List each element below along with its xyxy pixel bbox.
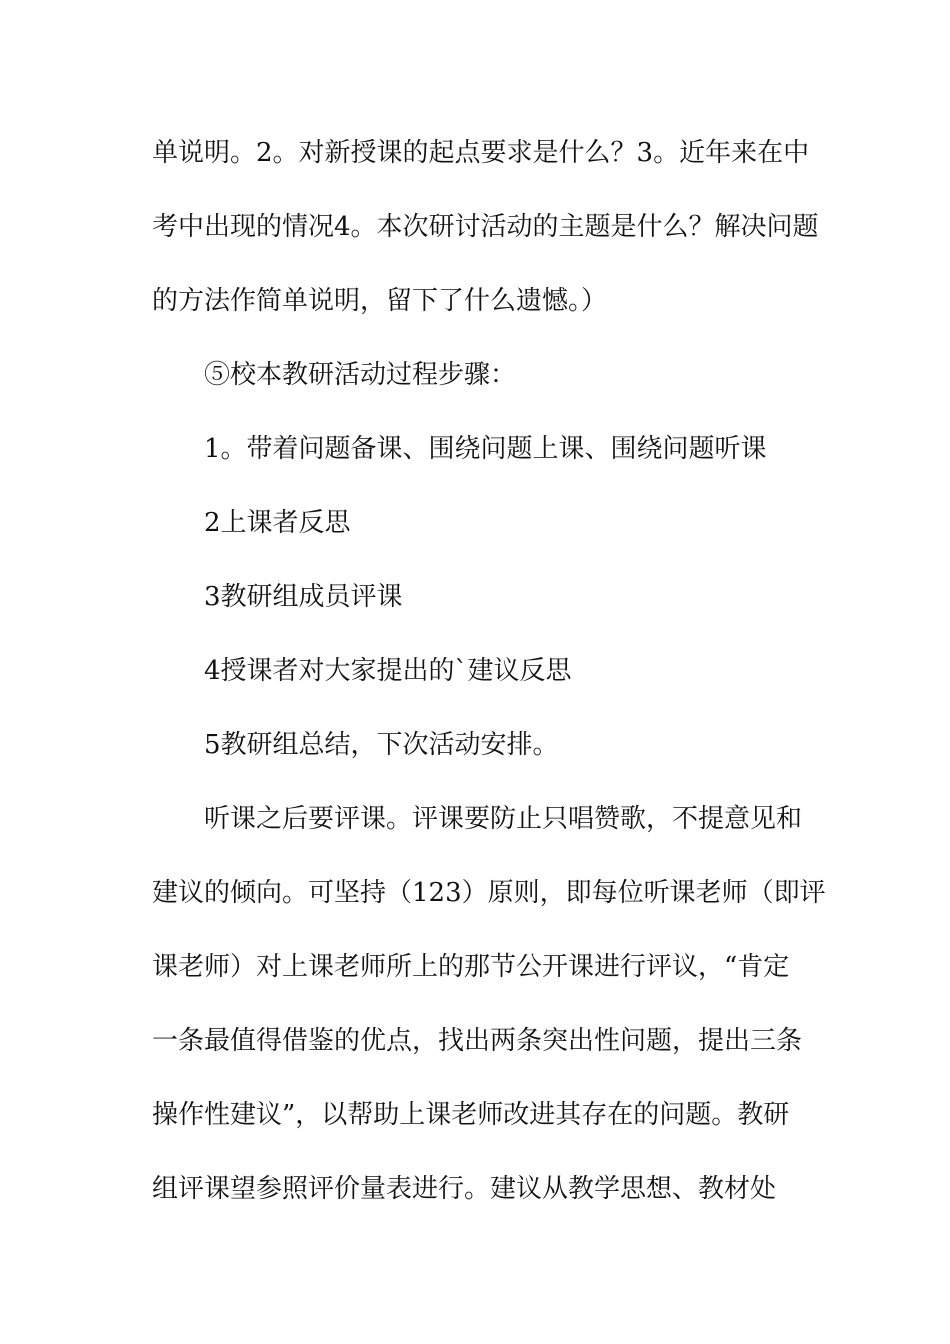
text-line-13: 一条最值得借鉴的优点，找出两条突出性问题，提出三条 (152, 1026, 803, 1056)
text-line-2: 考中出现的情况4。本次研讨活动的主题是什么？解决问题 (152, 212, 819, 242)
body-text (152, 128, 826, 1238)
text-line-3: 的方法作简单说明，留下了什么遗憾。） (152, 286, 608, 316)
text-line-12: 课老师）对上课老师所上的那节公开课进行评议，“肯定 (152, 952, 790, 982)
step-item-1: 1。带着问题备课、围绕问题上课、围绕问题听课 (204, 434, 767, 464)
paragraph-start: 听课之后要评课。评课要防止只唱赞歌，不提意见和 (204, 804, 803, 834)
section-heading-steps: ⑤校本教研活动过程步骤： (204, 360, 517, 390)
step-item-3: 3教研组成员评课 (204, 582, 403, 612)
text-line-1: 单说明。2。对新授课的起点要求是什么？3。近年来在中 (152, 138, 810, 168)
text-line-14: 操作性建议”，以帮助上课老师改进其存在的问题。教研 (152, 1100, 790, 1130)
step-item-5: 5教研组总结，下次活动安排。 (204, 730, 559, 760)
text-line-15: 组评课望参照评价量表进行。建议从教学思想、教材处 (152, 1174, 777, 1204)
step-item-4: 4授课者对大家提出的`建议反思 (204, 656, 572, 686)
step-item-2: 2上课者反思 (204, 508, 351, 538)
text-line-11: 建议的倾向。可坚持（123）原则，即每位听课老师（即评 (152, 878, 826, 908)
